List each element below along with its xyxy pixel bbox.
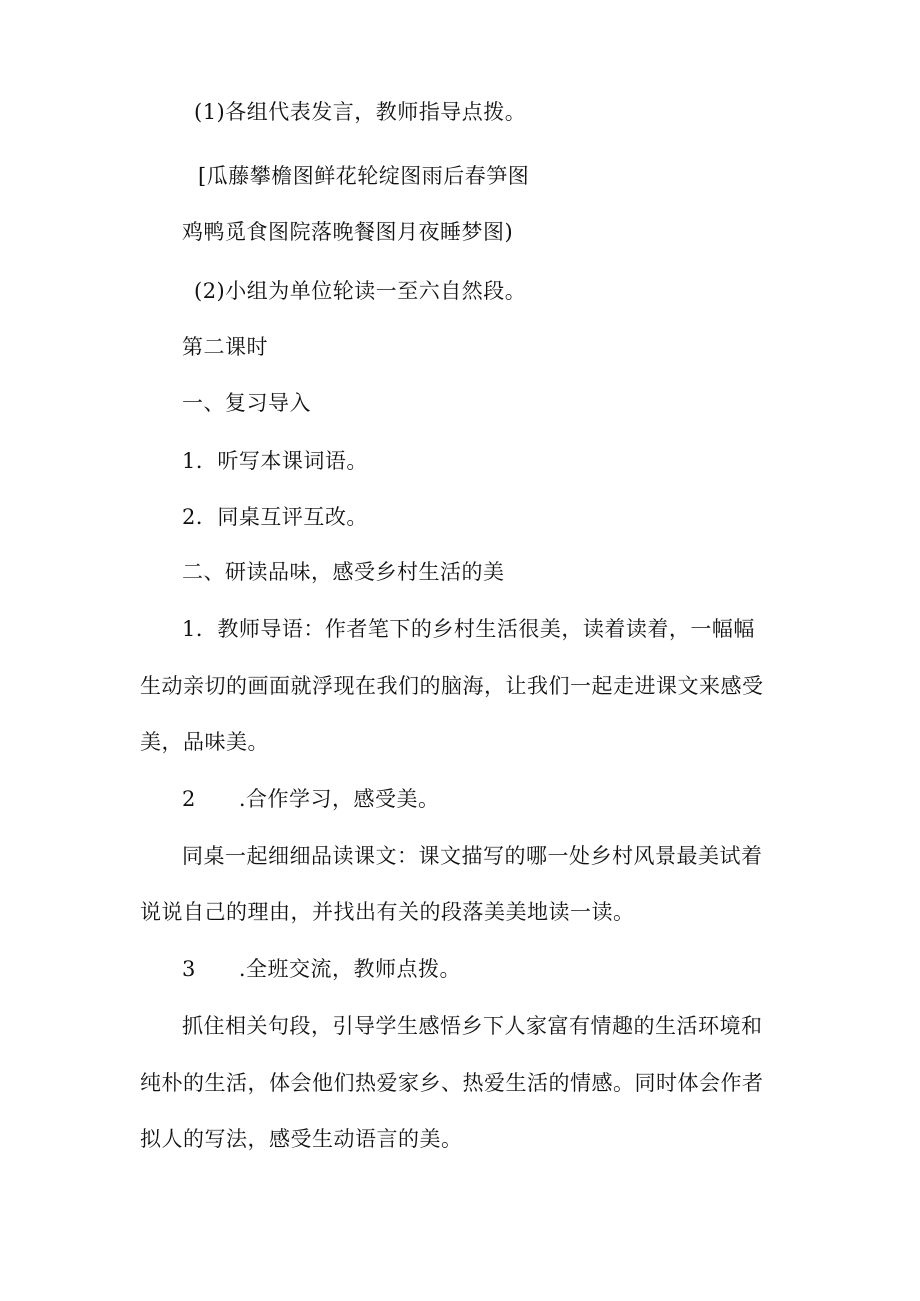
text-line-picture-list-2: 鸡鸭觅食图院落晚餐图月夜睡梦图) xyxy=(182,220,514,244)
paragraph-teacher-guide-2: 生动亲切的画面就浮现在我们的脑海，让我们一起走进课文来感受 xyxy=(140,674,764,698)
section-heading-second-lesson: 第二课时 xyxy=(182,335,268,359)
paragraph-teacher-guide-3: 美，品味美。 xyxy=(140,730,269,754)
text-line-group-speech: (1)各组代表发言，教师指导点拨。 xyxy=(194,100,527,124)
list-item-peer-review: 2．同桌互评互改。 xyxy=(182,505,368,529)
list-item-class-exchange: 3 .全班交流，教师点拨。 xyxy=(182,957,462,981)
heading-study-taste: 二、研读品味，感受乡村生活的美 xyxy=(182,560,505,584)
list-item-dictation: 1．听写本课词语。 xyxy=(182,449,368,473)
heading-review-intro: 一、复习导入 xyxy=(182,391,311,415)
paragraph-grasp-2: 纯朴的生活，体会他们热爱家乡、热爱生活的情感。同时体会作者 xyxy=(140,1071,764,1095)
paragraph-desk-mate-2: 说说自己的理由，并找出有关的段落美美地读一读。 xyxy=(140,900,635,924)
text-line-picture-list-1: [瓜藤攀檐图鲜花轮绽图雨后春笋图 xyxy=(198,164,530,188)
paragraph-grasp-3: 拟人的写法，感受生动语言的美。 xyxy=(140,1127,463,1151)
text-line-group-reading: (2)小组为单位轮读一至六自然段。 xyxy=(194,279,527,303)
paragraph-desk-mate-1: 同桌一起细细品读课文：课文描写的哪一处乡村风景最美试着 xyxy=(182,844,763,868)
paragraph-teacher-guide-1: 1．教师导语：作者笔下的乡村生活很美，读着读着，一幅幅 xyxy=(182,617,755,641)
paragraph-grasp-1: 抓住相关句段，引导学生感悟乡下人家富有情趣的生活环境和 xyxy=(182,1014,763,1038)
list-item-cooperative-study: 2 .合作学习，感受美。 xyxy=(182,787,440,811)
